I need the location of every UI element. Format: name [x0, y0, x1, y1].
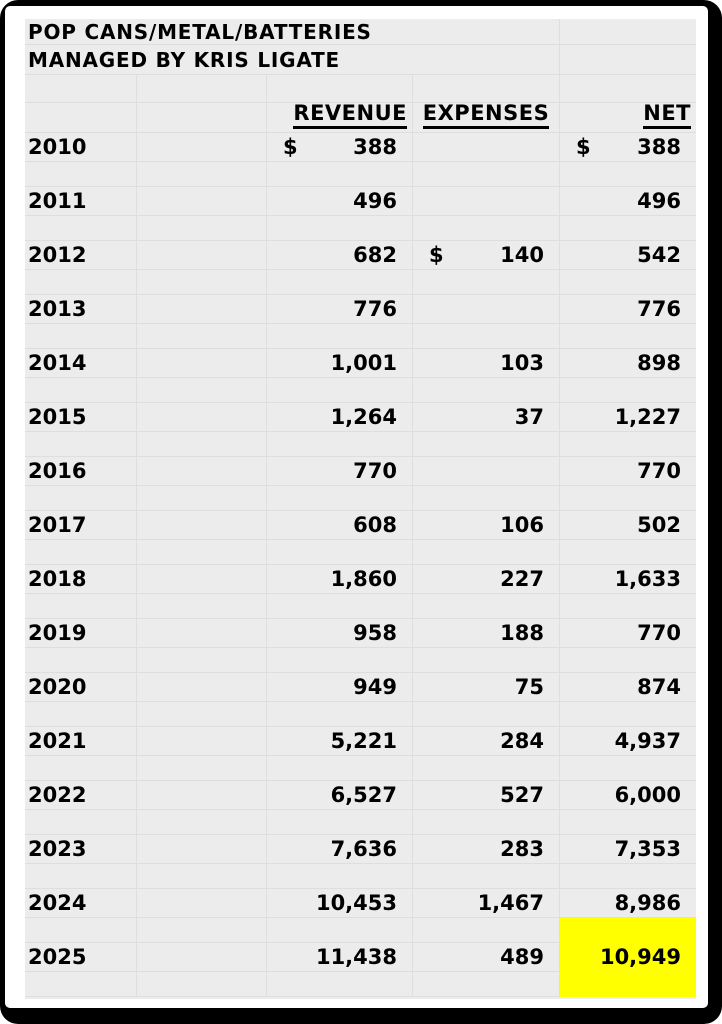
year-label: 2020 — [28, 675, 87, 699]
empty-cell[interactable] — [137, 918, 267, 943]
title-row-1 — [25, 19, 696, 45]
expenses-value: 188 — [500, 621, 544, 645]
empty-cell[interactable] — [137, 702, 267, 727]
year-cell[interactable] — [25, 187, 137, 216]
page-title: POP CANS/METAL/BATTERIES — [28, 19, 372, 44]
revenue-value: 682 — [353, 243, 397, 267]
spacer-row — [25, 75, 696, 103]
revenue-cell[interactable] — [267, 187, 413, 216]
year-label: 2012 — [28, 243, 87, 267]
year-cell[interactable] — [25, 943, 137, 972]
expenses-cell[interactable] — [413, 889, 560, 918]
net-value: 542 — [637, 243, 681, 267]
empty-cell[interactable] — [137, 540, 267, 565]
year-cell[interactable] — [25, 349, 137, 378]
expenses-column-header[interactable] — [413, 103, 560, 133]
revenue-value: 6,527 — [330, 783, 397, 807]
revenue-cell[interactable] — [267, 565, 413, 594]
year-cell[interactable] — [25, 835, 137, 864]
table-row — [25, 673, 696, 702]
empty-cell[interactable] — [137, 619, 267, 648]
empty-cell[interactable] — [560, 75, 696, 103]
empty-cell[interactable] — [267, 432, 413, 457]
empty-cell[interactable] — [137, 270, 267, 295]
year-label: 2016 — [28, 459, 87, 483]
empty-cell[interactable] — [137, 162, 267, 187]
expenses-value: 284 — [500, 729, 544, 753]
year-label: 2015 — [28, 405, 87, 429]
expenses-cell[interactable] — [413, 187, 560, 216]
empty-cell[interactable] — [137, 889, 267, 918]
net-value: 8,986 — [614, 891, 681, 915]
net-cell[interactable] — [560, 133, 696, 162]
net-cell[interactable] — [560, 403, 696, 432]
empty-cell[interactable] — [137, 75, 267, 103]
title-row-2 — [25, 45, 696, 75]
table-row — [25, 565, 696, 594]
empty-cell[interactable] — [137, 648, 267, 673]
empty-cell[interactable] — [137, 103, 267, 133]
net-value: 1,633 — [614, 567, 681, 591]
revenue-cell[interactable] — [267, 403, 413, 432]
empty-cell[interactable] — [25, 972, 137, 997]
expenses-cell[interactable] — [413, 241, 560, 270]
spacer-row — [25, 972, 696, 997]
revenue-value: 496 — [353, 189, 397, 213]
spacer-row — [25, 648, 696, 673]
revenue-cell[interactable] — [267, 295, 413, 324]
net-column-header[interactable] — [560, 103, 696, 133]
table-row — [25, 349, 696, 378]
empty-cell[interactable] — [267, 540, 413, 565]
spacer-row — [25, 324, 696, 349]
empty-cell[interactable] — [413, 216, 560, 241]
year-cell[interactable] — [25, 673, 137, 702]
year-cell[interactable] — [25, 241, 137, 270]
empty-cell[interactable] — [267, 594, 413, 619]
net-value: 874 — [637, 675, 681, 699]
net-cell[interactable] — [560, 511, 696, 540]
expenses-cell[interactable] — [413, 673, 560, 702]
year-cell[interactable] — [25, 565, 137, 594]
net-value: 502 — [637, 513, 681, 537]
table-row — [25, 511, 696, 540]
revenue-column-header[interactable] — [267, 103, 413, 133]
empty-cell[interactable] — [137, 241, 267, 270]
empty-cell[interactable] — [137, 673, 267, 702]
spacer-row — [25, 540, 696, 565]
expenses-cell[interactable] — [413, 349, 560, 378]
empty-cell[interactable] — [25, 540, 137, 565]
dollar-sign: $ — [283, 135, 298, 159]
revenue-value: 1,860 — [330, 567, 397, 591]
revenue-cell[interactable] — [267, 673, 413, 702]
revenue-cell[interactable] — [267, 241, 413, 270]
spreadsheet — [25, 19, 696, 999]
net-value: 776 — [637, 297, 681, 321]
empty-cell[interactable] — [137, 781, 267, 810]
empty-cell[interactable] — [413, 162, 560, 187]
net-value: 1,227 — [614, 405, 681, 429]
empty-cell[interactable] — [560, 45, 696, 75]
year-label: 2011 — [28, 189, 87, 213]
empty-cell[interactable] — [413, 648, 560, 673]
empty-cell[interactable] — [267, 918, 413, 943]
title-cell[interactable] — [25, 19, 413, 45]
expenses-value: 283 — [500, 837, 544, 861]
table-row — [25, 889, 696, 918]
expenses-value: 227 — [500, 567, 544, 591]
empty-cell[interactable] — [560, 594, 696, 619]
expenses-cell[interactable] — [413, 943, 560, 972]
empty-cell[interactable] — [137, 486, 267, 511]
empty-cell[interactable] — [560, 216, 696, 241]
empty-cell[interactable] — [413, 756, 560, 781]
year-label: 2013 — [28, 297, 87, 321]
empty-cell[interactable] — [413, 270, 560, 295]
expenses-cell[interactable] — [413, 457, 560, 486]
empty-cell[interactable] — [413, 19, 560, 45]
empty-cell[interactable] — [137, 133, 267, 162]
empty-cell[interactable] — [413, 324, 560, 349]
empty-cell[interactable] — [25, 270, 137, 295]
expenses-cell[interactable] — [413, 727, 560, 756]
expenses-cell[interactable] — [413, 565, 560, 594]
revenue-cell[interactable] — [267, 349, 413, 378]
table-row — [25, 295, 696, 324]
empty-cell[interactable] — [137, 187, 267, 216]
net-cell[interactable] — [560, 241, 696, 270]
expenses-value: 140 — [500, 243, 544, 267]
empty-cell[interactable] — [137, 349, 267, 378]
empty-cell[interactable] — [137, 864, 267, 889]
table-body — [25, 133, 696, 997]
empty-cell[interactable] — [267, 378, 413, 403]
year-label: 2023 — [28, 837, 87, 861]
empty-cell[interactable] — [560, 432, 696, 457]
empty-cell[interactable] — [137, 810, 267, 835]
year-label: 2025 — [28, 945, 87, 969]
empty-cell[interactable] — [25, 432, 137, 457]
empty-cell[interactable] — [413, 378, 560, 403]
revenue-value: 388 — [353, 135, 397, 159]
expenses-value: 106 — [500, 513, 544, 537]
revenue-value: 958 — [353, 621, 397, 645]
empty-cell[interactable] — [137, 756, 267, 781]
year-label: 2019 — [28, 621, 87, 645]
empty-cell[interactable] — [25, 810, 137, 835]
net-cell[interactable] — [560, 889, 696, 918]
net-cell[interactable] — [560, 727, 696, 756]
net-header-label: NET — [643, 103, 691, 129]
empty-cell[interactable] — [413, 486, 560, 511]
revenue-cell[interactable] — [267, 133, 413, 162]
spacer-row — [25, 270, 696, 295]
empty-cell[interactable] — [413, 864, 560, 889]
expenses-header-label: EXPENSES — [423, 103, 549, 129]
net-cell[interactable] — [560, 187, 696, 216]
table-row — [25, 943, 696, 972]
empty-cell[interactable] — [560, 864, 696, 889]
year-label: 2018 — [28, 567, 87, 591]
revenue-cell[interactable] — [267, 457, 413, 486]
header-row — [25, 103, 696, 133]
empty-cell[interactable] — [267, 702, 413, 727]
spacer-row — [25, 432, 696, 457]
empty-cell[interactable] — [560, 756, 696, 781]
empty-cell[interactable] — [25, 594, 137, 619]
revenue-cell[interactable] — [267, 835, 413, 864]
expenses-value: 1,467 — [477, 891, 544, 915]
empty-cell[interactable] — [413, 594, 560, 619]
net-cell[interactable] — [560, 457, 696, 486]
empty-cell[interactable] — [413, 540, 560, 565]
net-value: 770 — [637, 459, 681, 483]
net-value: 770 — [637, 621, 681, 645]
expenses-value: 489 — [500, 945, 544, 969]
table-row — [25, 187, 696, 216]
empty-cell[interactable] — [560, 486, 696, 511]
empty-cell[interactable] — [267, 75, 413, 103]
expenses-cell[interactable] — [413, 619, 560, 648]
expenses-value: 103 — [500, 351, 544, 375]
empty-cell[interactable] — [267, 486, 413, 511]
empty-cell[interactable] — [137, 972, 267, 997]
empty-cell[interactable] — [413, 918, 560, 943]
expenses-cell[interactable] — [413, 835, 560, 864]
revenue-cell[interactable] — [267, 943, 413, 972]
table-row — [25, 241, 696, 270]
empty-cell[interactable] — [560, 378, 696, 403]
net-value: 6,000 — [614, 783, 681, 807]
empty-cell[interactable] — [137, 324, 267, 349]
spacer-row — [25, 702, 696, 727]
spacer-row — [25, 810, 696, 835]
net-cell[interactable] — [560, 673, 696, 702]
revenue-value: 5,221 — [330, 729, 397, 753]
empty-cell[interactable] — [413, 75, 560, 103]
empty-cell[interactable] — [267, 324, 413, 349]
table-row — [25, 403, 696, 432]
net-cell[interactable] — [560, 565, 696, 594]
empty-cell[interactable] — [560, 162, 696, 187]
empty-cell[interactable] — [267, 810, 413, 835]
page-subtitle: MANAGED BY KRIS LIGATE — [28, 47, 340, 72]
table-row — [25, 619, 696, 648]
net-cell[interactable] — [560, 835, 696, 864]
year-label: 2022 — [28, 783, 87, 807]
empty-cell[interactable] — [560, 324, 696, 349]
revenue-value: 949 — [353, 675, 397, 699]
revenue-cell[interactable] — [267, 727, 413, 756]
spacer-row — [25, 486, 696, 511]
spacer-row — [25, 756, 696, 781]
net-value: 388 — [637, 135, 681, 159]
year-cell[interactable] — [25, 457, 137, 486]
empty-cell[interactable] — [560, 648, 696, 673]
empty-cell[interactable] — [25, 756, 137, 781]
year-cell[interactable] — [25, 403, 137, 432]
empty-cell[interactable] — [25, 103, 137, 133]
year-label: 2021 — [28, 729, 87, 753]
year-cell[interactable] — [25, 511, 137, 540]
revenue-cell[interactable] — [267, 889, 413, 918]
empty-cell[interactable] — [267, 162, 413, 187]
spacer-row — [25, 162, 696, 187]
expenses-value: 75 — [514, 675, 544, 699]
spacer-row — [25, 864, 696, 889]
empty-cell[interactable] — [560, 972, 696, 997]
spreadsheet-card — [5, 6, 708, 1008]
empty-cell[interactable] — [137, 457, 267, 486]
empty-cell[interactable] — [413, 432, 560, 457]
empty-cell[interactable] — [137, 565, 267, 594]
table-row — [25, 727, 696, 756]
net-value: 898 — [637, 351, 681, 375]
subtitle-cell[interactable] — [25, 45, 413, 75]
empty-cell[interactable] — [25, 486, 137, 511]
empty-cell[interactable] — [267, 972, 413, 997]
revenue-header-label: REVENUE — [293, 103, 407, 129]
year-cell[interactable] — [25, 889, 137, 918]
empty-cell[interactable] — [267, 648, 413, 673]
table-row — [25, 781, 696, 810]
year-label: 2017 — [28, 513, 87, 537]
year-cell[interactable] — [25, 619, 137, 648]
revenue-value: 10,453 — [315, 891, 397, 915]
empty-cell[interactable] — [267, 864, 413, 889]
spacer-row — [25, 216, 696, 241]
revenue-cell[interactable] — [267, 781, 413, 810]
revenue-value: 776 — [353, 297, 397, 321]
expenses-value: 37 — [514, 405, 544, 429]
year-cell[interactable] — [25, 727, 137, 756]
revenue-value: 608 — [353, 513, 397, 537]
net-cell[interactable] — [560, 781, 696, 810]
net-cell[interactable] — [560, 295, 696, 324]
empty-cell[interactable] — [137, 835, 267, 864]
revenue-value: 1,264 — [330, 405, 397, 429]
revenue-cell[interactable] — [267, 511, 413, 540]
empty-cell[interactable] — [25, 216, 137, 241]
expenses-cell[interactable] — [413, 511, 560, 540]
dollar-sign: $ — [429, 243, 444, 267]
dollar-sign: $ — [576, 135, 591, 159]
expenses-cell[interactable] — [413, 295, 560, 324]
empty-cell[interactable] — [413, 45, 560, 75]
table-row — [25, 835, 696, 864]
net-cell[interactable] — [560, 943, 696, 972]
empty-cell[interactable] — [267, 756, 413, 781]
empty-cell[interactable] — [413, 810, 560, 835]
net-value: 10,949 — [599, 945, 681, 969]
spacer-row — [25, 918, 696, 943]
table-row — [25, 133, 696, 162]
empty-cell[interactable] — [25, 378, 137, 403]
table-row — [25, 457, 696, 486]
net-value: 7,353 — [614, 837, 681, 861]
empty-cell[interactable] — [137, 432, 267, 457]
year-cell[interactable] — [25, 133, 137, 162]
year-label: 2014 — [28, 351, 87, 375]
year-cell[interactable] — [25, 295, 137, 324]
empty-cell[interactable] — [137, 511, 267, 540]
year-cell[interactable] — [25, 781, 137, 810]
empty-cell[interactable] — [137, 943, 267, 972]
spacer-row — [25, 594, 696, 619]
empty-cell[interactable] — [25, 75, 137, 103]
revenue-value: 7,636 — [330, 837, 397, 861]
net-value: 496 — [637, 189, 681, 213]
empty-cell[interactable] — [137, 295, 267, 324]
empty-cell[interactable] — [25, 864, 137, 889]
empty-cell[interactable] — [137, 403, 267, 432]
revenue-value: 770 — [353, 459, 397, 483]
spacer-row — [25, 378, 696, 403]
empty-cell[interactable] — [267, 270, 413, 295]
revenue-value: 11,438 — [315, 945, 397, 969]
empty-cell[interactable] — [560, 540, 696, 565]
empty-cell[interactable] — [267, 216, 413, 241]
empty-cell[interactable] — [25, 162, 137, 187]
year-label: 2010 — [28, 135, 87, 159]
net-cell[interactable] — [560, 619, 696, 648]
empty-cell[interactable] — [25, 648, 137, 673]
empty-cell[interactable] — [25, 702, 137, 727]
year-label: 2024 — [28, 891, 87, 915]
empty-cell[interactable] — [137, 727, 267, 756]
net-value: 4,937 — [614, 729, 681, 753]
empty-cell[interactable] — [137, 594, 267, 619]
revenue-value: 1,001 — [330, 351, 397, 375]
revenue-cell[interactable] — [267, 619, 413, 648]
empty-cell[interactable] — [560, 810, 696, 835]
empty-cell[interactable] — [560, 270, 696, 295]
empty-cell[interactable] — [137, 378, 267, 403]
empty-cell[interactable] — [413, 972, 560, 997]
empty-cell[interactable] — [25, 918, 137, 943]
expenses-cell[interactable] — [413, 403, 560, 432]
empty-cell[interactable] — [560, 702, 696, 727]
net-cell[interactable] — [560, 349, 696, 378]
empty-cell[interactable] — [560, 918, 696, 943]
expenses-cell[interactable] — [413, 781, 560, 810]
empty-cell[interactable] — [25, 324, 137, 349]
expenses-cell[interactable] — [413, 133, 560, 162]
empty-cell[interactable] — [413, 702, 560, 727]
empty-cell[interactable] — [560, 19, 696, 45]
empty-cell[interactable] — [137, 216, 267, 241]
expenses-value: 527 — [500, 783, 544, 807]
